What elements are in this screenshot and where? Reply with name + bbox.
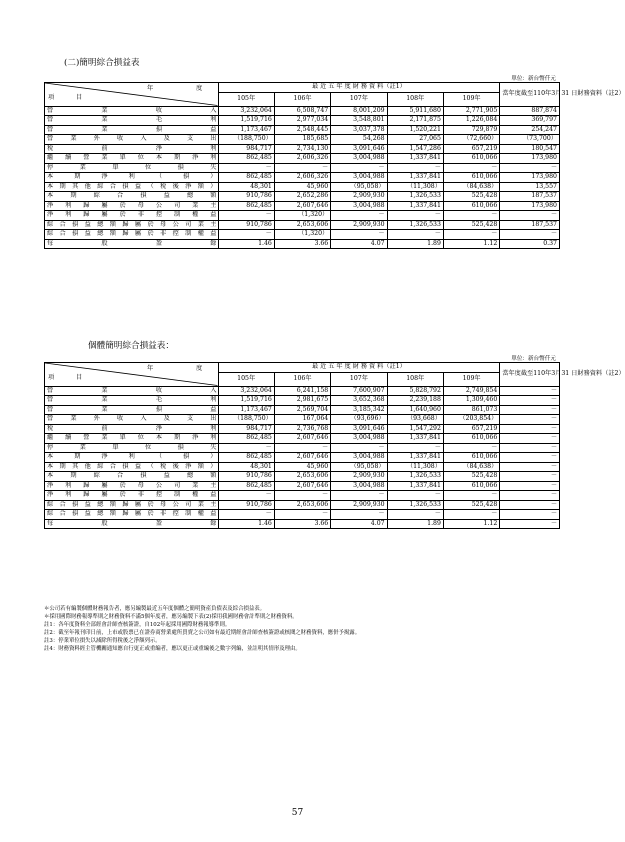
value-cell: 1,337,841 <box>387 173 443 183</box>
value-cell: 2,909,930 <box>331 220 387 230</box>
value-cell: 610,066 <box>443 434 499 444</box>
value-cell: （188,750） <box>218 415 274 425</box>
row-label: 每股盈餘 <box>45 239 219 249</box>
value-cell: 4.07 <box>331 239 387 249</box>
value-cell: － <box>500 396 560 406</box>
value-cell: － <box>500 462 560 472</box>
value-cell: － <box>218 230 274 240</box>
value-cell: 1,547,292 <box>387 424 443 434</box>
year-header: 109年 <box>443 372 499 386</box>
value-cell: － <box>500 405 560 415</box>
value-cell: （95,058） <box>331 462 387 472</box>
value-cell: 3,091,646 <box>331 424 387 434</box>
value-cell: 1,337,841 <box>387 481 443 491</box>
value-cell: 887,874 <box>500 106 560 116</box>
value-cell: － <box>331 443 387 453</box>
value-cell: 3,004,988 <box>331 453 387 463</box>
value-cell: － <box>500 453 560 463</box>
value-cell: 2,909,930 <box>331 500 387 510</box>
value-cell: － <box>443 211 499 221</box>
value-cell: － <box>500 472 560 482</box>
value-cell: 173,980 <box>500 201 560 211</box>
table-row <box>45 510 560 520</box>
year-header: 109年 <box>443 92 499 106</box>
value-cell: （84,638） <box>443 462 499 472</box>
table-row <box>45 125 560 135</box>
value-cell: （188,750） <box>218 135 274 145</box>
value-cell: － <box>218 211 274 221</box>
year-header: 107年 <box>331 372 387 386</box>
value-cell: 5,828,792 <box>387 386 443 396</box>
table-row <box>45 106 560 116</box>
row-label: 營業毛利 <box>45 116 219 126</box>
value-cell: 3,004,988 <box>331 173 387 183</box>
corner-item-label: 項 <box>48 374 55 381</box>
year-header: 108年 <box>387 372 443 386</box>
value-cell: － <box>443 510 499 520</box>
value-cell: （93,668） <box>387 415 443 425</box>
note-line: ＊公司若有編製個體財務報告者，應另編製最近五年度個體之簡明資產負債表及綜合損益表。 <box>44 606 266 612</box>
value-cell: 7,600,907 <box>331 386 387 396</box>
value-cell: 0.37 <box>500 239 560 249</box>
value-cell: － <box>500 500 560 510</box>
current-period-header: 當年度截至110年3月31 日財務資料（註2） <box>500 83 560 107</box>
value-cell: （73,700） <box>500 135 560 145</box>
table-row <box>45 211 560 221</box>
value-cell: － <box>218 163 274 173</box>
value-cell: 984,717 <box>218 144 274 154</box>
notes <box>44 605 360 654</box>
corner-du-label: 度 <box>196 365 203 372</box>
value-cell: － <box>500 510 560 520</box>
value-cell: 1,519,716 <box>218 116 274 126</box>
value-cell: 2,569,704 <box>274 405 330 415</box>
table-row <box>45 443 560 453</box>
corner-year-label: 年 <box>147 365 154 372</box>
value-cell: － <box>274 163 330 173</box>
table-row <box>45 163 560 173</box>
value-cell: 3,232,064 <box>218 386 274 396</box>
corner-du-label: 度 <box>196 85 203 92</box>
value-cell: 1,547,286 <box>387 144 443 154</box>
value-cell: － <box>500 386 560 396</box>
five-year-header: 最 近 五 年 度 財 務 資 料（註1） <box>218 83 500 93</box>
value-cell: 1,640,960 <box>387 405 443 415</box>
value-cell: － <box>218 491 274 501</box>
value-cell: 610,066 <box>443 453 499 463</box>
value-cell: － <box>387 491 443 501</box>
value-cell: 1.12 <box>443 239 499 249</box>
value-cell: 3,004,988 <box>331 154 387 164</box>
row-label: 營業外收入及支出 <box>45 135 219 145</box>
value-cell: 45,960 <box>274 182 330 192</box>
value-cell: － <box>387 163 443 173</box>
value-cell: － <box>500 211 560 221</box>
table-row <box>45 500 560 510</box>
value-cell: － <box>443 443 499 453</box>
value-cell: 1,519,716 <box>218 396 274 406</box>
value-cell: － <box>218 510 274 520</box>
row-label: 繼續營業單位本期淨利 <box>45 154 219 164</box>
value-cell: － <box>500 491 560 501</box>
year-header: 105年 <box>218 92 274 106</box>
value-cell: 254,247 <box>500 125 560 135</box>
value-cell: 525,428 <box>443 500 499 510</box>
value-cell: 1,337,841 <box>387 434 443 444</box>
value-cell: 610,066 <box>443 481 499 491</box>
row-label: 淨利歸屬於非控制權益 <box>45 491 219 501</box>
value-cell: 48,301 <box>218 462 274 472</box>
value-cell: 2,548,445 <box>274 125 330 135</box>
value-cell: 610,066 <box>443 173 499 183</box>
value-cell: 3,037,378 <box>331 125 387 135</box>
value-cell: （93,696） <box>331 415 387 425</box>
value-cell: 2,653,606 <box>274 472 330 482</box>
table-row <box>45 434 560 444</box>
value-cell: － <box>331 230 387 240</box>
value-cell: 1,337,841 <box>387 201 443 211</box>
row-label: 繼續營業單位本期淨利 <box>45 434 219 444</box>
table-corner-cell <box>45 363 219 387</box>
value-cell: 167,064 <box>274 415 330 425</box>
row-label: 營業損益 <box>45 405 219 415</box>
value-cell: 3,548,801 <box>331 116 387 126</box>
value-cell: （95,058） <box>331 182 387 192</box>
value-cell: 2,736,768 <box>274 424 330 434</box>
individual-income-table <box>44 362 625 529</box>
corner-mu-label: 目 <box>76 94 83 101</box>
value-cell: 657,219 <box>443 424 499 434</box>
table-row <box>45 220 560 230</box>
year-header: 106年 <box>274 372 330 386</box>
value-cell: 2,977,034 <box>274 116 330 126</box>
value-cell: 525,428 <box>443 472 499 482</box>
value-cell: 610,066 <box>443 201 499 211</box>
value-cell: （203,854） <box>443 415 499 425</box>
value-cell: 1,226,084 <box>443 116 499 126</box>
table-row <box>45 230 560 240</box>
current-period-header: 當年度截至110年3月31 日財務資料（註2） <box>500 363 560 387</box>
value-cell: （11,308） <box>387 462 443 472</box>
value-cell: 910,786 <box>218 192 274 202</box>
value-cell: － <box>500 424 560 434</box>
value-cell: － <box>443 230 499 240</box>
table-corner-cell <box>45 83 219 107</box>
table-row <box>45 116 560 126</box>
note-line: 註4：財務資料經主管機關通知應自行更正或重編者，應以更正或重編後之數字列編，並註明其情形及理由。 <box>44 646 301 653</box>
value-cell: 862,485 <box>218 154 274 164</box>
row-label: 綜合損益總額歸屬於母公司業主 <box>45 500 219 510</box>
value-cell: 13,557 <box>500 182 560 192</box>
value-cell: 2,771,905 <box>443 106 499 116</box>
value-cell: 48,301 <box>218 182 274 192</box>
value-cell: 2,909,930 <box>331 472 387 482</box>
value-cell: 525,428 <box>443 220 499 230</box>
row-label: 營業外收入及支出 <box>45 415 219 425</box>
value-cell: 369,797 <box>500 116 560 126</box>
value-cell: 1.89 <box>387 519 443 529</box>
table-row <box>45 239 560 249</box>
table-row <box>45 491 560 501</box>
value-cell: － <box>443 491 499 501</box>
table-row <box>45 135 560 145</box>
value-cell: 2,652,286 <box>274 192 330 202</box>
row-label: 停業單位損失 <box>45 443 219 453</box>
value-cell: 2,909,930 <box>331 192 387 202</box>
table-row <box>45 519 560 529</box>
note-line: ＊採用國際財務報導準則之財務資料不滿5個年度者，應另編製下表(2)採用我國財務會計準則之財務資料。 <box>44 614 298 621</box>
row-label: 停業單位損失 <box>45 163 219 173</box>
value-cell: － <box>500 163 560 173</box>
value-cell: － <box>274 491 330 501</box>
value-cell: － <box>443 163 499 173</box>
year-header: 106年 <box>274 92 330 106</box>
value-cell: 2,607,646 <box>274 481 330 491</box>
value-cell: － <box>387 211 443 221</box>
diagonal-line-icon <box>45 83 218 106</box>
value-cell: － <box>387 230 443 240</box>
section2-title: 個體簡明綜合損益表： <box>88 341 174 351</box>
value-cell: 910,786 <box>218 472 274 482</box>
value-cell: 2,607,646 <box>274 453 330 463</box>
value-cell: 54,268 <box>331 135 387 145</box>
value-cell: 6,508,747 <box>274 106 330 116</box>
value-cell: 862,485 <box>218 173 274 183</box>
value-cell: 3,652,368 <box>331 396 387 406</box>
table-row <box>45 201 560 211</box>
row-label: 淨利歸屬於非控制權益 <box>45 211 219 221</box>
value-cell: 3,004,988 <box>331 481 387 491</box>
value-cell: 2,606,326 <box>274 154 330 164</box>
value-cell: 862,485 <box>218 481 274 491</box>
note-line: 註3：停業單位損失以減除所得稅後之淨額列示。 <box>44 638 161 645</box>
value-cell: 187,537 <box>500 220 560 230</box>
value-cell: 173,980 <box>500 154 560 164</box>
value-cell: 910,786 <box>218 220 274 230</box>
value-cell: 1,173,467 <box>218 125 274 135</box>
value-cell: 1.46 <box>218 239 274 249</box>
value-cell: － <box>500 415 560 425</box>
value-cell: 525,428 <box>443 192 499 202</box>
value-cell: － <box>274 443 330 453</box>
value-cell: 2,749,854 <box>443 386 499 396</box>
table-row <box>45 396 560 406</box>
value-cell: （11,308） <box>387 182 443 192</box>
value-cell: 173,980 <box>500 173 560 183</box>
value-cell: 984,717 <box>218 424 274 434</box>
value-cell: 2,653,606 <box>274 220 330 230</box>
value-cell: 1.12 <box>443 519 499 529</box>
value-cell: 2,607,646 <box>274 434 330 444</box>
value-cell: 1,520,221 <box>387 125 443 135</box>
note-line: 註2：截至年報刊印日前，上市或股票已在證券商營業處所買賣之公司如有最近期經會計師查核簽證或核閱之財務資料，應併予揭露。 <box>44 630 361 637</box>
value-cell: 1,326,533 <box>387 220 443 230</box>
value-cell: － <box>331 163 387 173</box>
row-label: 稅前淨利 <box>45 424 219 434</box>
table-row <box>45 182 560 192</box>
row-label: 營業損益 <box>45 125 219 135</box>
value-cell: 1,326,533 <box>387 192 443 202</box>
section1-title: (二)簡明綜合損益表 <box>64 58 140 68</box>
row-label: 本期綜合損益總額 <box>45 472 219 482</box>
row-label: 綜合損益總額歸屬於非控制權益 <box>45 510 219 520</box>
section2-unit: 單位：新台幣仟元 <box>511 356 556 362</box>
value-cell: － <box>500 481 560 491</box>
page-number: 57 <box>291 808 304 818</box>
section1-unit: 單位：新台幣仟元 <box>511 76 556 82</box>
value-cell: 3,004,988 <box>331 201 387 211</box>
value-cell: 3,185,342 <box>331 405 387 415</box>
year-header: 108年 <box>387 92 443 106</box>
value-cell: 1,337,841 <box>387 154 443 164</box>
value-cell: － <box>331 491 387 501</box>
table-row <box>45 154 560 164</box>
value-cell: 2,734,130 <box>274 144 330 154</box>
value-cell: － <box>387 443 443 453</box>
value-cell: 1,309,460 <box>443 396 499 406</box>
row-label: 營業收入 <box>45 386 219 396</box>
value-cell: 27,065 <box>387 135 443 145</box>
table-row <box>45 481 560 491</box>
value-cell: 3,232,064 <box>218 106 274 116</box>
note-line: 註1：各年度資料全部經會計師查核簽證，自102年起採用國際財務報導準則。 <box>44 622 231 629</box>
five-year-header: 最 近 五 年 度 財 務 資 料（註1） <box>218 363 500 373</box>
value-cell: － <box>500 443 560 453</box>
row-label: 本期其他綜合損益（稅後淨額） <box>45 462 219 472</box>
value-cell: 1,326,533 <box>387 500 443 510</box>
value-cell: 2,981,675 <box>274 396 330 406</box>
value-cell: 4.07 <box>331 519 387 529</box>
value-cell: 862,485 <box>218 453 274 463</box>
table-row <box>45 472 560 482</box>
row-label: 綜合損益總額歸屬於非控制權益 <box>45 230 219 240</box>
value-cell: 3.66 <box>274 519 330 529</box>
row-label: 淨利歸屬於母公司業主 <box>45 481 219 491</box>
row-label: 營業收入 <box>45 106 219 116</box>
table-row <box>45 192 560 202</box>
value-cell: （1,320） <box>274 211 330 221</box>
diagonal-line-icon <box>45 363 218 386</box>
value-cell: 2,606,326 <box>274 173 330 183</box>
value-cell: 2,171,875 <box>387 116 443 126</box>
value-cell: 1,337,841 <box>387 453 443 463</box>
value-cell: 910,786 <box>218 500 274 510</box>
value-cell: － <box>331 510 387 520</box>
value-cell: 657,219 <box>443 144 499 154</box>
value-cell: 6,241,158 <box>274 386 330 396</box>
value-cell: 5,911,680 <box>387 106 443 116</box>
table-row <box>45 173 560 183</box>
corner-mu-label: 目 <box>76 374 83 381</box>
row-label: 營業毛利 <box>45 396 219 406</box>
value-cell: 1,173,467 <box>218 405 274 415</box>
value-cell: 610,066 <box>443 154 499 164</box>
value-cell: 180,547 <box>500 144 560 154</box>
value-cell: － <box>387 510 443 520</box>
year-header: 107年 <box>331 92 387 106</box>
value-cell: 2,653,606 <box>274 500 330 510</box>
table-row <box>45 144 560 154</box>
row-label: 本期綜合損益總額 <box>45 192 219 202</box>
value-cell: （72,660） <box>443 135 499 145</box>
table-row <box>45 453 560 463</box>
value-cell: 8,001,209 <box>331 106 387 116</box>
value-cell: 862,485 <box>218 201 274 211</box>
value-cell: 1,326,533 <box>387 472 443 482</box>
consolidated-income-table <box>44 82 625 249</box>
row-label: 本期淨利（損） <box>45 453 219 463</box>
table-row <box>45 386 560 396</box>
value-cell: 1.46 <box>218 519 274 529</box>
row-label: 本期淨利（損） <box>45 173 219 183</box>
value-cell: 2,239,188 <box>387 396 443 406</box>
corner-item-label: 項 <box>48 94 55 101</box>
value-cell: 3,091,646 <box>331 144 387 154</box>
row-label: 稅前淨利 <box>45 144 219 154</box>
row-label: 本期其他綜合損益（稅後淨額） <box>45 182 219 192</box>
value-cell: 2,607,646 <box>274 201 330 211</box>
table-row <box>45 415 560 425</box>
table-row <box>45 462 560 472</box>
value-cell: （1,320） <box>274 230 330 240</box>
value-cell: 3.66 <box>274 239 330 249</box>
table-row <box>45 424 560 434</box>
value-cell: － <box>274 510 330 520</box>
value-cell: 45,960 <box>274 462 330 472</box>
value-cell: （84,638） <box>443 182 499 192</box>
value-cell: － <box>218 443 274 453</box>
row-label: 每股盈餘 <box>45 519 219 529</box>
year-header: 105年 <box>218 372 274 386</box>
value-cell: － <box>500 434 560 444</box>
table-row <box>45 405 560 415</box>
value-cell: － <box>331 211 387 221</box>
value-cell: 729,879 <box>443 125 499 135</box>
value-cell: 185,685 <box>274 135 330 145</box>
value-cell: 1.89 <box>387 239 443 249</box>
row-label: 淨利歸屬於母公司業主 <box>45 201 219 211</box>
row-label: 綜合損益總額歸屬於母公司業主 <box>45 220 219 230</box>
value-cell: 862,485 <box>218 434 274 444</box>
value-cell: 3,004,988 <box>331 434 387 444</box>
corner-year-label: 年 <box>147 85 154 92</box>
value-cell: 187,537 <box>500 192 560 202</box>
value-cell: － <box>500 230 560 240</box>
value-cell: － <box>500 519 560 529</box>
value-cell: 861,073 <box>443 405 499 415</box>
